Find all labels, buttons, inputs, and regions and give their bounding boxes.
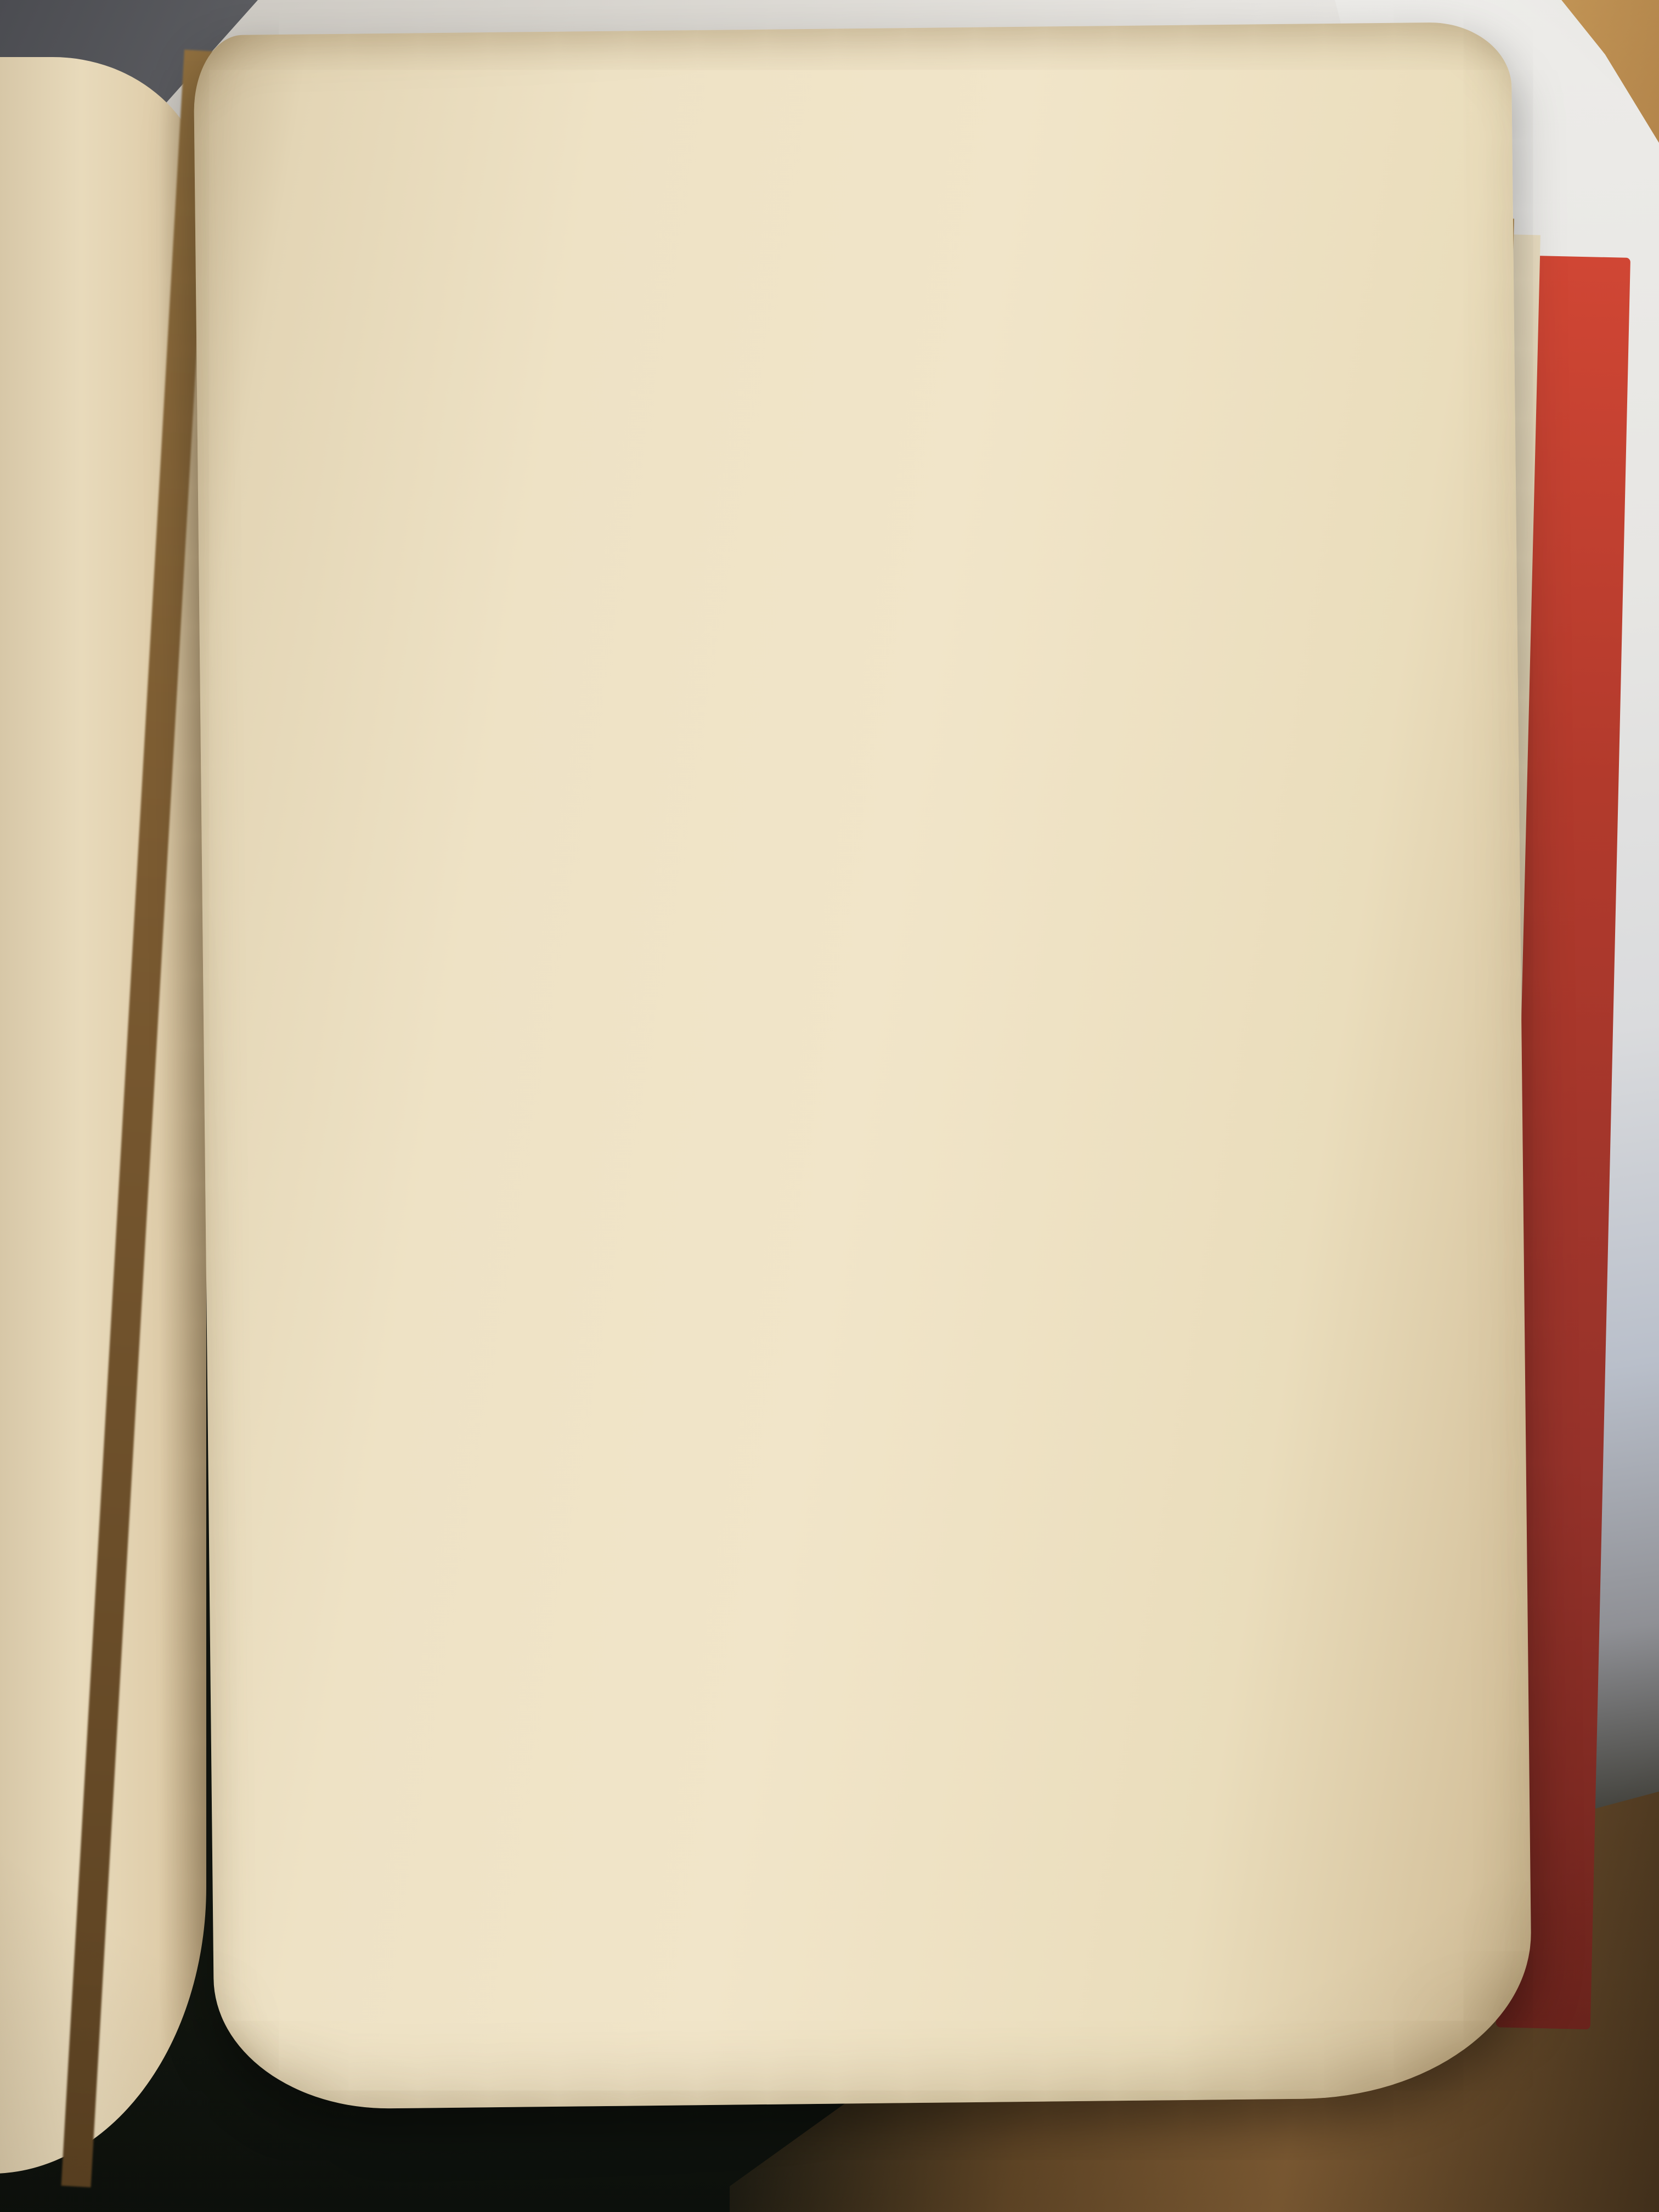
book-page <box>193 22 1532 2111</box>
page-title <box>219 225 220 260</box>
